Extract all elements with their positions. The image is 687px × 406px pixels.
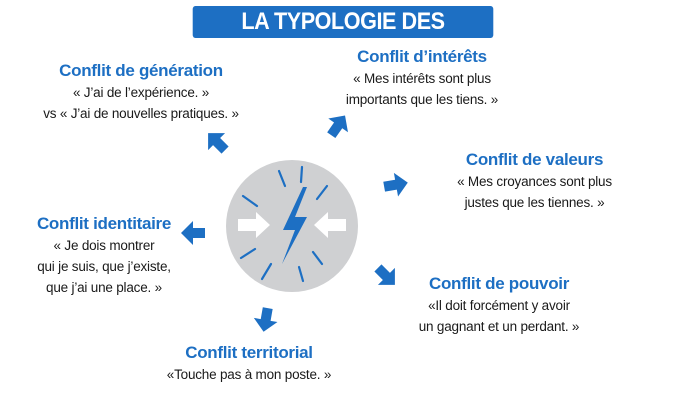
conflict-quote-line: «Touche pas à mon poste. » [166,367,332,382]
page-title: LA TYPOLOGIE DES CONFLITS [193,6,494,38]
conflict-quote-line: «Il doit forcément y avoir [428,298,570,313]
conflict-title: Conflit de valeurs [465,150,604,169]
conflict-quote-line: justes que les tiennes. » [464,195,605,210]
arrow-to-territorial [252,306,280,334]
conflict-quote-line: « Mes intérêts sont plus [353,71,491,86]
arrow-to-pouvoir [369,259,403,293]
conflict-interets [327,46,517,110]
conflict-title: Conflit territorial [185,343,313,362]
conflict-generation [30,60,252,124]
arrow-to-valeurs [382,171,410,199]
conflict-identitaire [18,213,190,298]
arrow-to-generation [200,125,234,159]
conflict-quote-line: « J’ai de l’expérience. » [72,85,210,100]
arrow-to-interets [321,109,354,142]
conflict-quote-line: qui je suis, que j’existe, [37,259,171,274]
conflict-quote-line: « Je dois montrer [53,238,155,253]
conflict-quote-line: « Mes croyances sont plus [457,174,612,189]
conflict-pouvoir [406,273,592,337]
conflict-title: Conflit de pouvoir [428,274,570,293]
conflict-title: Conflit de génération [59,61,223,80]
conflict-valeurs [442,149,627,213]
conflict-quote-line: un gagnant et un perdant. » [418,319,580,334]
conflict-quote-line: que j’ai une place. » [46,280,162,295]
conflict-title: Conflit identitaire [36,214,172,233]
conflict-quote-line: vs « J’ai de nouvelles pratiques. » [43,106,239,121]
conflict-territorial [158,342,340,385]
conflict-quote-line: importants que les tiens. » [345,92,499,107]
conflict-title: Conflit d’intérêts [357,47,487,66]
